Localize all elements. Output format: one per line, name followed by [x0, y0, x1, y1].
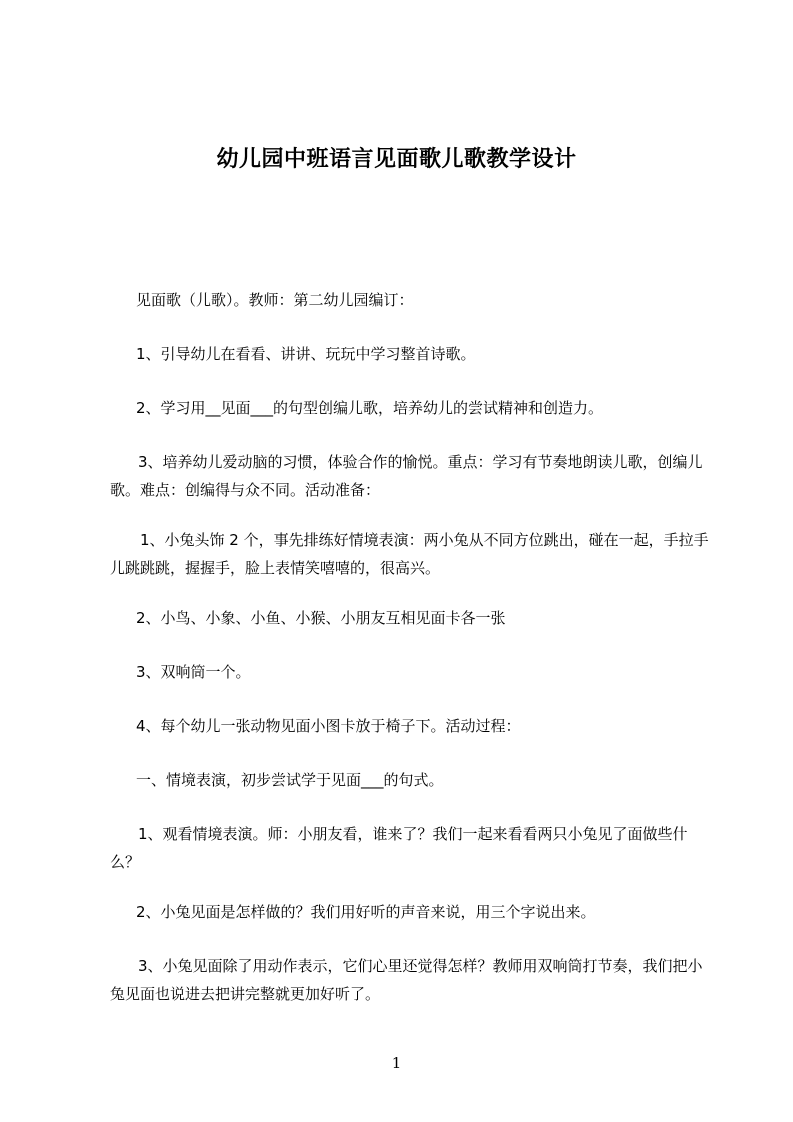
- paragraph-prep-1: 1、小兔头饰 2 个，事先排练好情境表演：两小兔从不同方位跳出，碰在一起，手拉手儿跳跳跳，握握手，脸上表情笑嘻嘻的，很高兴。: [110, 531, 709, 577]
- paragraph-step-1: 一、情境表演，初步尝试学于见面___的句式。: [136, 771, 444, 789]
- paragraph-goal-2: 2、学习用__见面___的句型创编儿歌，培养幼儿的尝试精神和创造力。: [136, 399, 604, 417]
- paragraph-goal-3: 3、培养幼儿爱动脑的习惯，体验合作的愉悦。重点：学习有节奏地朗读儿歌，创编儿歌。难点：创编得与众不同。活动准备：: [110, 453, 703, 499]
- paragraph-prep-2: 2、小鸟、小象、小鱼、小猴、小朋友互相见面卡各一张: [136, 609, 506, 627]
- document-title: 幼儿园中班语言见面歌儿歌教学设计: [216, 147, 577, 172]
- paragraph-prep-4: 4、每个幼儿一张动物见面小图卡放于椅子下。活动过程：: [136, 717, 521, 735]
- page-number: 1: [391, 1054, 402, 1072]
- paragraph-goal-1: 1、引导幼儿在看看、讲讲、玩玩中学习整首诗歌。: [136, 345, 476, 363]
- paragraph-step-1-2: 2、小兔见面是怎样做的？我们用好听的声音来说，用三个字说出来。: [136, 903, 596, 921]
- paragraph-step-1-1: 1、观看情境表演。师：小朋友看，谁来了？我们一起来看看两只小兔见了面做些什么？: [110, 825, 688, 871]
- paragraph-intro: 见面歌（儿歌）。教师：第二幼儿园编订：: [136, 291, 414, 309]
- paragraph-prep-3: 3、双响筒一个。: [136, 663, 251, 681]
- paragraph-step-1-3: 3、小兔见面除了用动作表示，它们心里还觉得怎样？教师用双响筒打节奏，我们把小兔见面也说进去把讲完整就更加好听了。: [110, 957, 703, 1003]
